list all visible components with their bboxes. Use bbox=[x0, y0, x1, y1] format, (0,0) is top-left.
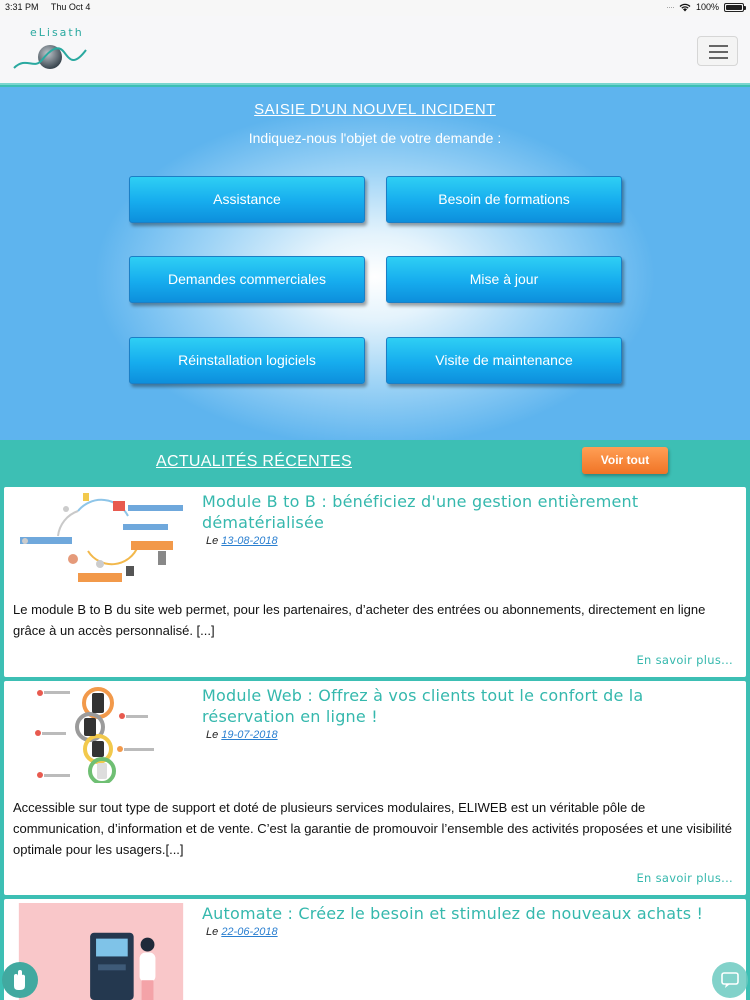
date-prefix: Le bbox=[206, 729, 219, 741]
hamburger-menu-icon[interactable] bbox=[697, 36, 738, 66]
news-card bbox=[4, 681, 746, 895]
logo-text: eLisath bbox=[30, 26, 84, 39]
news-title-link[interactable]: Module B to B : bénéficiez d'une gestion entièrement dématérialisée bbox=[202, 492, 639, 532]
app-header bbox=[0, 16, 750, 85]
see-all-button[interactable]: Voir tout bbox=[582, 447, 668, 474]
news-title-link[interactable]: Module Web : Offrez à vos clients tout le confort de la réservation en ligne ! bbox=[202, 686, 644, 726]
news-excerpt: Accessible sur tout type de support et doté de plusieurs services modulaires, ELIWEB est un véritable pôle de communication, d’information et de vente. C’est la garantie de promouvoir l’ensemble des activités proposées et une visibilité optimale pour les usagers.[...] bbox=[13, 800, 732, 857]
news-date bbox=[206, 926, 278, 938]
news-date bbox=[206, 535, 278, 547]
commercial-requests-button[interactable]: Demandes commerciales bbox=[129, 256, 365, 303]
read-more-link[interactable]: En savoir plus... bbox=[636, 653, 733, 667]
logo-globe-icon bbox=[12, 38, 88, 76]
battery-icon bbox=[724, 3, 744, 12]
date-value[interactable]: 13-08-2018 bbox=[221, 535, 278, 547]
news-excerpt: Le module B to B du site web permet, pour les partenaires, d’acheter des entrées ou abonnements, directement en ligne grâce à un accès personnalisé. [...] bbox=[13, 602, 706, 638]
date-prefix: Le bbox=[206, 926, 219, 938]
incident-hero bbox=[0, 87, 750, 440]
status-bar bbox=[0, 0, 750, 16]
training-button[interactable]: Besoin de formations bbox=[386, 176, 622, 223]
news-card bbox=[4, 487, 746, 677]
hero-subtitle: Indiquez-nous l'objet de votre demande : bbox=[248, 130, 502, 146]
wifi-icon bbox=[679, 3, 691, 12]
maintenance-visit-button[interactable]: Visite de maintenance bbox=[386, 337, 622, 384]
date-value[interactable]: 19-07-2018 bbox=[221, 729, 278, 741]
assistance-button[interactable]: Assistance bbox=[129, 176, 365, 223]
hero-title[interactable]: SAISIE D'UN NOUVEL INCIDENT bbox=[254, 101, 496, 118]
b2b-diagram-image[interactable] bbox=[18, 491, 184, 589]
news-card bbox=[4, 899, 746, 1000]
status-time: 3:31 PM bbox=[5, 2, 39, 12]
update-button[interactable]: Mise à jour bbox=[386, 256, 622, 303]
news-title-link[interactable]: Automate : Créez le besoin et stimulez de nouveaux achats ! bbox=[202, 904, 704, 923]
chat-icon[interactable] bbox=[712, 962, 748, 998]
software-reinstall-button[interactable]: Réinstallation logiciels bbox=[129, 337, 365, 384]
date-prefix: Le bbox=[206, 535, 219, 547]
hand-icon[interactable] bbox=[2, 962, 38, 998]
signal-dots: ···· bbox=[665, 2, 674, 12]
status-date: Thu Oct 4 bbox=[50, 2, 91, 12]
date-value[interactable]: 22-06-2018 bbox=[221, 926, 278, 938]
kiosk-illustration-image[interactable] bbox=[18, 903, 184, 1000]
news-date bbox=[206, 729, 278, 741]
news-title[interactable]: ACTUALITÉS RÉCENTES bbox=[156, 453, 352, 470]
elisath-logo[interactable] bbox=[12, 26, 88, 76]
battery-percent: 100% bbox=[695, 2, 719, 12]
web-module-diagram-image[interactable] bbox=[18, 685, 184, 783]
read-more-link[interactable]: En savoir plus... bbox=[636, 871, 733, 885]
news-header bbox=[0, 440, 750, 486]
